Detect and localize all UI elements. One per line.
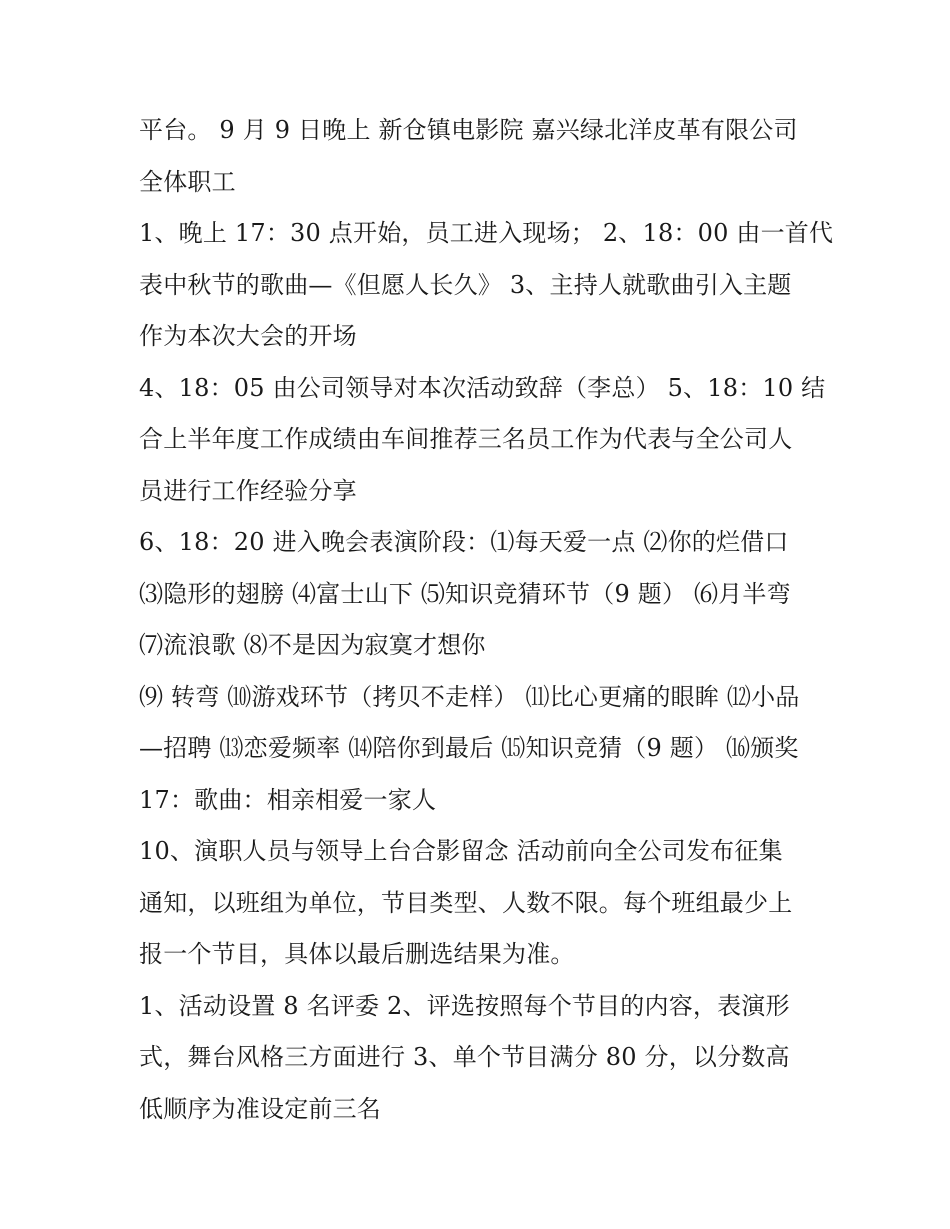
text-line: 1、晚上 17：30 点开始，员工进入现场； 2、18：00 由一首代: [139, 219, 834, 247]
text-line: 17：歌曲：相亲相爱一家人: [139, 785, 437, 814]
text-line: ⑼ 转弯 ⑽游戏环节（拷贝不走样） ⑾比心更痛的眼眸 ⑿小品: [139, 682, 800, 711]
text-line: 10、演职人员与领导上台合影留念 活动前向全公司发布征集: [139, 837, 783, 865]
text-line: 1、活动设置 8 名评委 2、评选按照每个节目的内容，表演形: [139, 991, 790, 1020]
text-line: 员进行工作经验分享: [139, 476, 357, 505]
text-line: 报一个节目，具体以最后删选结果为准。: [139, 940, 575, 968]
text-line: 低顺序为准设定前三名: [139, 1094, 381, 1123]
text-line: 4、18：05 由公司领导对本次活动致辞（李总） 5、18：10 结: [139, 373, 826, 402]
text-line: 通知，以班组为单位，节目类型、人数不限。每个班组最少上: [139, 888, 793, 917]
text-line: 作为本次大会的开场: [139, 322, 357, 350]
text-line: ⑺流浪歌 ⑻不是因为寂寞才想你: [139, 631, 486, 659]
text-line: 6、18：20 进入晚会表演阶段：⑴每天爱一点 ⑵你的烂借口: [139, 528, 789, 556]
text-line: 表中秋节的歌曲—《但愿人长久》 3、主持人就歌曲引入主题: [139, 270, 792, 299]
text-line: 平台。 9 月 9 日晚上 新仓镇电影院 嘉兴绿北洋皮革有限公司: [139, 116, 798, 144]
text-line: ⑶隐形的翅膀 ⑷富士山下 ⑸知识竞猜环节（9 题） ⑹月半弯: [139, 579, 791, 608]
text-line: 式，舞台风格三方面进行 3、单个节目满分 80 分，以分数高: [139, 1043, 790, 1071]
text-line: —招聘 ⒀恋爱频率 ⒁陪你到最后 ⒂知识竞猜（9 题） ⒃颁奖: [139, 734, 799, 762]
text-line: 合上半年度工作成绩由车间推荐三名员工作为代表与全公司人: [139, 425, 793, 453]
document-body: [139, 105, 834, 1135]
text-line: 全体职工: [139, 167, 236, 196]
